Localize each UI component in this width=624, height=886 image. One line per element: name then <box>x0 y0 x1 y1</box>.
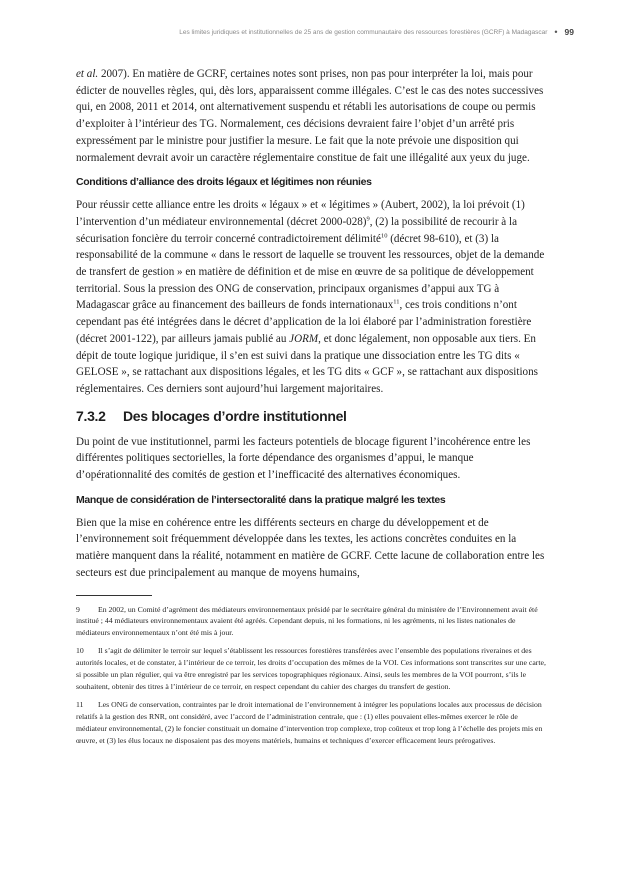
paragraph <box>76 197 550 397</box>
section-number: 7.3.2 <box>76 407 106 424</box>
subsection-heading: Manque de considération de l’intersectoralité dans la pratique malgré les textes <box>76 493 446 506</box>
footnote <box>76 645 550 693</box>
text-run: (décret 98-610), et (3) la responsabilité de la commune « dans le ressort de laquelle se trouvent les ressources, objet de la demande de transfert de gestion » en matière de définition et de mise en œuvre de sa politique de développement territorial. Sous la pression des ONG de conservation, principaux organismes d’appui aux TG à Madagascar grâce au financement des bailleurs de fonds internationaux <box>76 232 545 312</box>
body-text <box>76 66 550 582</box>
text-run: , (2) la possibilité de recourir à la sécurisation foncière du terroir concerné contradictoirement délimité <box>76 215 517 245</box>
text-run: Pour réussir cette alliance entre les droits « légaux » et « légitimes » (Aubert, 2002), la loi prévoit (1) l’intervention d’un médiateur environnemental (décret 2000-028) <box>76 199 525 228</box>
footnote-number: 11 <box>76 699 84 709</box>
footnotes <box>76 604 550 747</box>
italic-text: JORM <box>289 332 319 345</box>
footnote-rule <box>76 595 152 596</box>
footnote-number: 9 <box>76 604 80 614</box>
text-run: , ces trois conditions n’ont cependant pas été intégrées dans le décret d’application de la loi élaboré par l’administration forestière (décret 2001-122), par ailleurs jamais publié au <box>76 299 532 345</box>
page-number: 99 <box>564 27 574 37</box>
text-run: Bien que la mise en cohérence entre les différents secteurs en charge du développement et de l’environnement soit fréquemment développée dans les textes, les actions concrètes conduites en la matière manquent dans la réalité, notamment en matière de GCRF. Cette lacune de collaboration entre les secteurs est due principalement au manque de moyens humains, <box>76 516 545 579</box>
text-run: , et donc légalement, non opposable aux tiers. En dépit de toute logique juridique, il s’en est suivi dans la pratique une dissociation entre les TG dits « GELOSE », se rattachant aux dispositions légales, et les TG dits « GCF », se rattachant aux dispositions réglementaires. Ces derniers sont aujourd’hui largement majoritaires. <box>76 332 538 395</box>
running-header <box>179 27 574 37</box>
header-separator: • <box>554 27 558 37</box>
footnote-ref: 9 <box>366 215 370 223</box>
footnote-ref: 11 <box>393 298 400 306</box>
footnote <box>76 699 550 747</box>
footnote-text: Les ONG de conservation, contraintes par le droit international de l’environnement à intégrer les populations locales aux processus de décision relatifs à la gestion des RNR, ont considéré, avec l’accord de l’administration centrale, que : (1) elles pouvaient elles-mêmes exercer le rôle de médiateur environnemental, (2) le foncier constituait un domaine d’intervention trop complexe, trop coûteux et trop long à l’échelle des projets mis en œuvre, et (3) les élus locaux ne disposaient pas des moyens matériels, humains et techniques d’exercer efficacement leurs prérogatives. <box>76 699 543 745</box>
italic-text: et al. <box>76 68 99 80</box>
footnote-text: Il s’agit de délimiter le terroir sur lequel s’établissent les ressources forestières transférées avec l’ensemble des populations riveraines et des autorités locales, et de constater, à l’intérieur de ce terroir, les droits d’occupation des mêmes de la VOI. Ces informations sont transcrites sur une carte, si possible un plan régulier, qui va être enregistré par les services topographiques régionaux. Ainsi, seuls les membres de la VOI pourront, s’ils le souhaitent, obtenir des titres à l’intérieur de ce terroir, en respect cependant du cahier des charges du transfert de gestion. <box>76 646 546 692</box>
footnote-ref: 10 <box>380 231 388 239</box>
paragraph <box>76 515 550 582</box>
running-title: Les limites juridiques et institutionnelles de 25 ans de gestion communautaire des ressources forestières (GCRF) à Madagascar <box>179 28 548 36</box>
section-heading <box>76 407 550 426</box>
footnote-number: 10 <box>76 646 84 656</box>
subsection-heading: Conditions d’alliance des droits légaux et légitimes non réunies <box>76 176 372 189</box>
text-run: 2007). En matière de GCRF, certaines notes sont prises, non pas pour interpréter la loi, mais pour édicter de nouvelles règles, qui, dès lors, apparaissent comme illégales. C’est le cas des notes successives qui, en 2008, 2011 et 2014, ont alternativement suspendu et rétabli les autorisations de coupe ou permis d’exploiter à l’intérieur des TG. Normalement, ces décisions devraient faire l’objet d’un arrêté pris expressément par le ministre pour justifier la mesure. Le fait que la note prévoie une disposition qui normalement devrait avoir un caractère réglementaire constitue de fait une illégalité aux yeux du juge. <box>76 68 544 164</box>
footnote-text: En 2002, un Comité d’agrément des médiateurs environnementaux présidé par le secrétaire général du ministère de l’Environnement avait été institué ; 44 médiateurs environnementaux avaient été agréés. Cependant depuis, ni les formations, ni les agréments, ni les listes nationales de médiateurs environnementaux n’ont été mis à jour. <box>76 604 538 638</box>
section-title: Des blocages d’ordre institutionnel <box>123 407 347 424</box>
footnote <box>76 604 550 640</box>
paragraph <box>76 434 550 484</box>
paragraph <box>76 66 550 166</box>
text-run: Du point de vue institutionnel, parmi les facteurs potentiels de blocage figurent l’incohérence entre les différentes politiques sectorielles, la forte dépendance des organismes d’appui, le manque d’opérationnalité des comités de gestion et l’inefficacité des alternatives économiques. <box>76 435 531 482</box>
page-content <box>76 66 550 753</box>
